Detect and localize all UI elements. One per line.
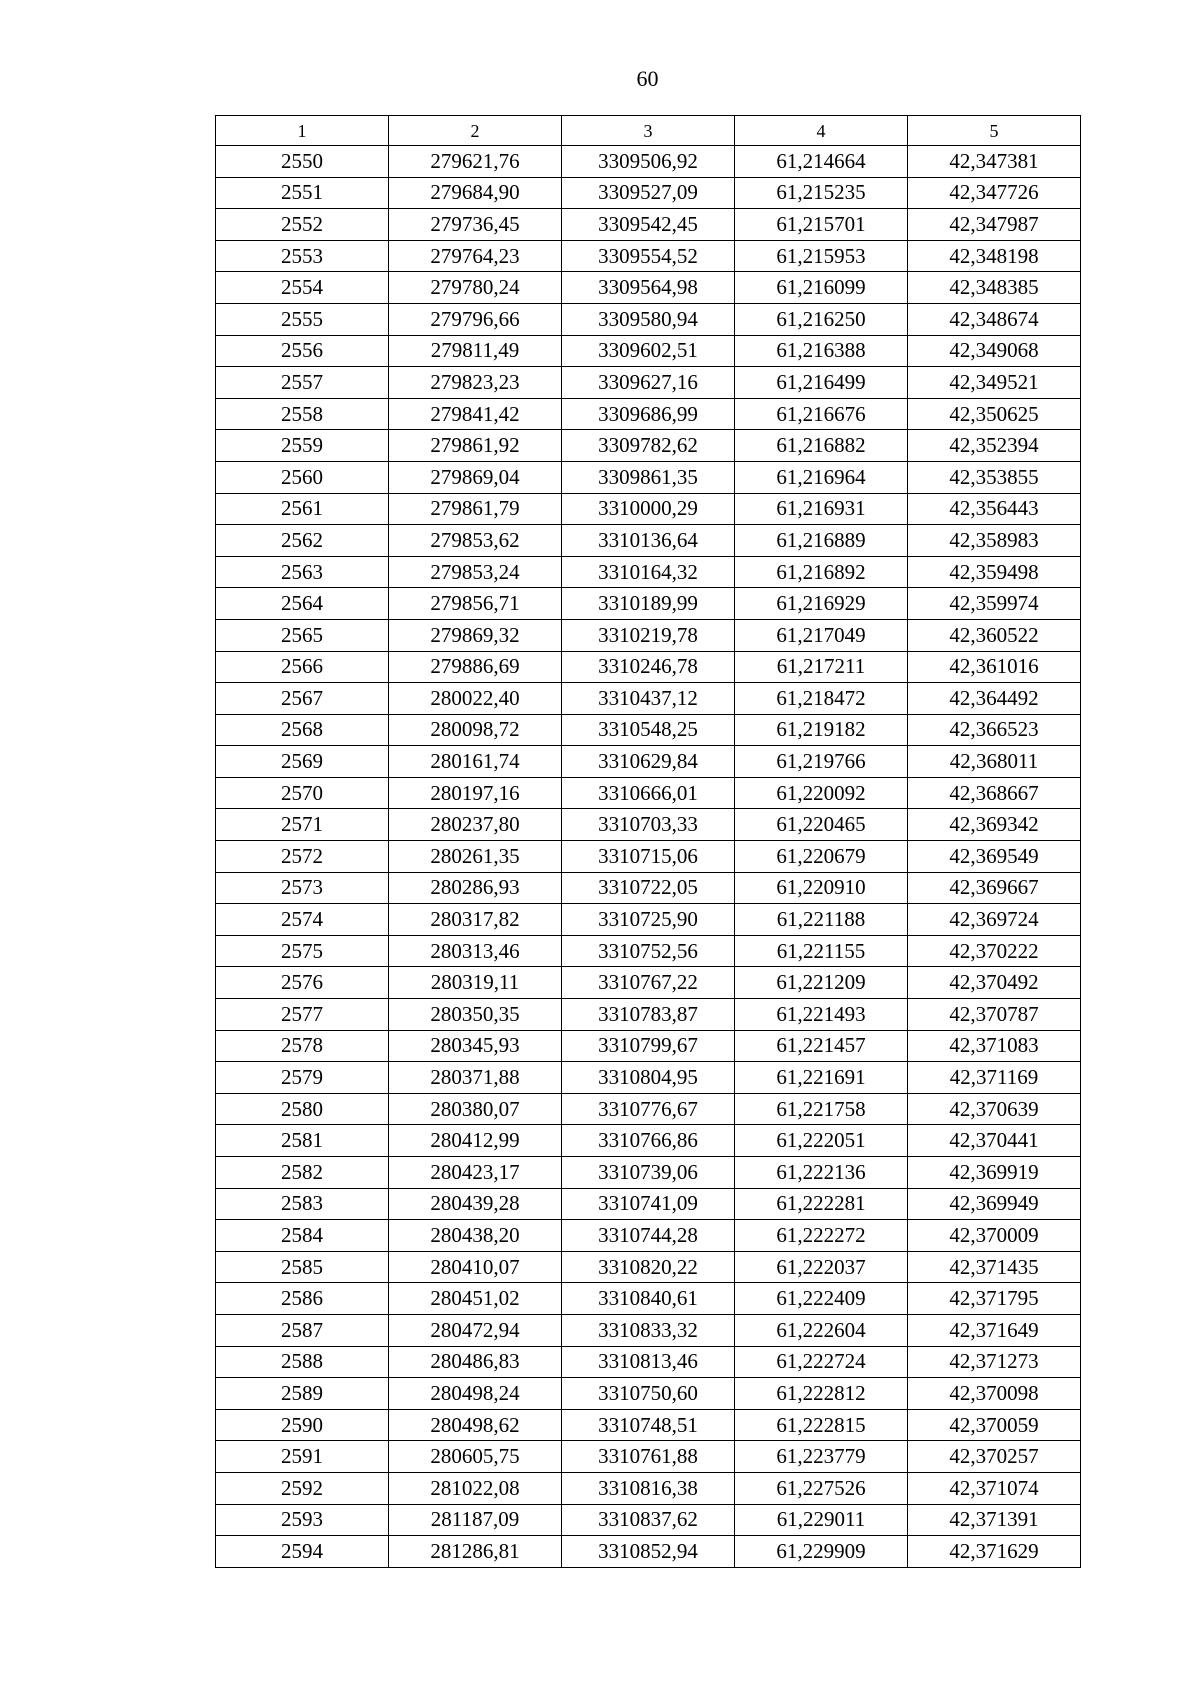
point-number-cell: 2567 <box>216 683 389 715</box>
longitude-cell: 42,371074 <box>908 1472 1081 1504</box>
coord-x-cell: 279736,45 <box>389 209 562 241</box>
longitude-cell: 42,369949 <box>908 1188 1081 1220</box>
latitude-cell: 61,227526 <box>735 1472 908 1504</box>
table-row <box>216 1125 1081 1157</box>
table-row <box>216 1378 1081 1410</box>
coord-x-cell: 279823,23 <box>389 367 562 399</box>
longitude-cell: 42,352394 <box>908 430 1081 462</box>
coord-y-cell: 3310722,05 <box>562 872 735 904</box>
coord-x-cell: 281286,81 <box>389 1536 562 1568</box>
point-number-cell: 2575 <box>216 935 389 967</box>
coord-x-cell: 279780,24 <box>389 272 562 304</box>
longitude-cell: 42,347987 <box>908 209 1081 241</box>
latitude-cell: 61,229011 <box>735 1504 908 1536</box>
latitude-cell: 61,216892 <box>735 556 908 588</box>
coord-x-cell: 279856,71 <box>389 588 562 620</box>
coord-y-cell: 3310748,51 <box>562 1409 735 1441</box>
table-row <box>216 272 1081 304</box>
coord-y-cell: 3310741,09 <box>562 1188 735 1220</box>
latitude-cell: 61,216929 <box>735 588 908 620</box>
coord-x-cell: 279861,79 <box>389 493 562 525</box>
coord-y-cell: 3309861,35 <box>562 461 735 493</box>
latitude-cell: 61,222812 <box>735 1378 908 1410</box>
latitude-cell: 61,218472 <box>735 683 908 715</box>
coord-y-cell: 3310750,60 <box>562 1378 735 1410</box>
point-number-cell: 2568 <box>216 714 389 746</box>
coord-y-cell: 3310703,33 <box>562 809 735 841</box>
longitude-cell: 42,366523 <box>908 714 1081 746</box>
point-number-cell: 2578 <box>216 1030 389 1062</box>
coord-y-cell: 3309554,52 <box>562 240 735 272</box>
coordinates-table <box>215 115 1081 1568</box>
coord-x-cell: 279853,24 <box>389 556 562 588</box>
longitude-cell: 42,361016 <box>908 651 1081 683</box>
table-row <box>216 1093 1081 1125</box>
coord-y-cell: 3310136,64 <box>562 525 735 557</box>
latitude-cell: 61,215701 <box>735 209 908 241</box>
latitude-cell: 61,221209 <box>735 967 908 999</box>
longitude-cell: 42,371273 <box>908 1346 1081 1378</box>
latitude-cell: 61,221493 <box>735 999 908 1031</box>
latitude-cell: 61,220092 <box>735 777 908 809</box>
table-row <box>216 1220 1081 1252</box>
coord-y-cell: 3309686,99 <box>562 398 735 430</box>
coord-y-cell: 3310739,06 <box>562 1157 735 1189</box>
table-row <box>216 841 1081 873</box>
coord-y-cell: 3309580,94 <box>562 303 735 335</box>
coord-y-cell: 3310833,32 <box>562 1314 735 1346</box>
table-row <box>216 493 1081 525</box>
point-number-cell: 2587 <box>216 1314 389 1346</box>
point-number-cell: 2561 <box>216 493 389 525</box>
longitude-cell: 42,358983 <box>908 525 1081 557</box>
coord-y-cell: 3310767,22 <box>562 967 735 999</box>
coord-x-cell: 279764,23 <box>389 240 562 272</box>
table-row <box>216 904 1081 936</box>
latitude-cell: 61,214664 <box>735 146 908 178</box>
longitude-cell: 42,371083 <box>908 1030 1081 1062</box>
coord-x-cell: 280237,80 <box>389 809 562 841</box>
point-number-cell: 2582 <box>216 1157 389 1189</box>
table-row <box>216 935 1081 967</box>
coord-x-cell: 280286,93 <box>389 872 562 904</box>
coord-x-cell: 280371,88 <box>389 1062 562 1094</box>
coord-y-cell: 3310752,56 <box>562 935 735 967</box>
coord-y-cell: 3310666,01 <box>562 777 735 809</box>
coord-x-cell: 280022,40 <box>389 683 562 715</box>
coord-x-cell: 279869,04 <box>389 461 562 493</box>
latitude-cell: 61,216889 <box>735 525 908 557</box>
coord-y-cell: 3310219,78 <box>562 619 735 651</box>
point-number-cell: 2558 <box>216 398 389 430</box>
longitude-cell: 42,370059 <box>908 1409 1081 1441</box>
coord-x-cell: 280438,20 <box>389 1220 562 1252</box>
latitude-cell: 61,220910 <box>735 872 908 904</box>
table-row <box>216 588 1081 620</box>
point-number-cell: 2594 <box>216 1536 389 1568</box>
latitude-cell: 61,222281 <box>735 1188 908 1220</box>
table-row <box>216 1157 1081 1189</box>
table-body <box>216 146 1081 1568</box>
point-number-cell: 2565 <box>216 619 389 651</box>
longitude-cell: 42,369667 <box>908 872 1081 904</box>
point-number-cell: 2560 <box>216 461 389 493</box>
latitude-cell: 61,220465 <box>735 809 908 841</box>
latitude-cell: 61,221758 <box>735 1093 908 1125</box>
coord-x-cell: 280486,83 <box>389 1346 562 1378</box>
table-row <box>216 619 1081 651</box>
coord-x-cell: 279796,66 <box>389 303 562 335</box>
longitude-cell: 42,364492 <box>908 683 1081 715</box>
latitude-cell: 61,221155 <box>735 935 908 967</box>
coord-x-cell: 280345,93 <box>389 1030 562 1062</box>
point-number-cell: 2584 <box>216 1220 389 1252</box>
latitude-cell: 61,222604 <box>735 1314 908 1346</box>
point-number-cell: 2556 <box>216 335 389 367</box>
longitude-cell: 42,369549 <box>908 841 1081 873</box>
point-number-cell: 2576 <box>216 967 389 999</box>
latitude-cell: 61,216931 <box>735 493 908 525</box>
latitude-cell: 61,216388 <box>735 335 908 367</box>
coord-x-cell: 280319,11 <box>389 967 562 999</box>
longitude-cell: 42,369724 <box>908 904 1081 936</box>
coord-x-cell: 280313,46 <box>389 935 562 967</box>
latitude-cell: 61,217211 <box>735 651 908 683</box>
longitude-cell: 42,371629 <box>908 1536 1081 1568</box>
point-number-cell: 2573 <box>216 872 389 904</box>
latitude-cell: 61,220679 <box>735 841 908 873</box>
latitude-cell: 61,221457 <box>735 1030 908 1062</box>
point-number-cell: 2553 <box>216 240 389 272</box>
longitude-cell: 42,370492 <box>908 967 1081 999</box>
longitude-cell: 42,353855 <box>908 461 1081 493</box>
longitude-cell: 42,359498 <box>908 556 1081 588</box>
longitude-cell: 42,349521 <box>908 367 1081 399</box>
point-number-cell: 2577 <box>216 999 389 1031</box>
coord-x-cell: 280380,07 <box>389 1093 562 1125</box>
point-number-cell: 2586 <box>216 1283 389 1315</box>
latitude-cell: 61,216676 <box>735 398 908 430</box>
table-row <box>216 1472 1081 1504</box>
coord-y-cell: 3309542,45 <box>562 209 735 241</box>
point-number-cell: 2571 <box>216 809 389 841</box>
coord-x-cell: 279841,42 <box>389 398 562 430</box>
latitude-cell: 61,222037 <box>735 1251 908 1283</box>
point-number-cell: 2583 <box>216 1188 389 1220</box>
point-number-cell: 2551 <box>216 177 389 209</box>
coord-x-cell: 279861,92 <box>389 430 562 462</box>
point-number-cell: 2550 <box>216 146 389 178</box>
table-row <box>216 1188 1081 1220</box>
table-row <box>216 1283 1081 1315</box>
longitude-cell: 42,370009 <box>908 1220 1081 1252</box>
point-number-cell: 2581 <box>216 1125 389 1157</box>
table-row <box>216 651 1081 683</box>
coord-x-cell: 281022,08 <box>389 1472 562 1504</box>
coord-y-cell: 3310164,32 <box>562 556 735 588</box>
latitude-cell: 61,221188 <box>735 904 908 936</box>
coord-x-cell: 279684,90 <box>389 177 562 209</box>
coord-x-cell: 280439,28 <box>389 1188 562 1220</box>
longitude-cell: 42,370787 <box>908 999 1081 1031</box>
longitude-cell: 42,371649 <box>908 1314 1081 1346</box>
longitude-cell: 42,368667 <box>908 777 1081 809</box>
latitude-cell: 61,216250 <box>735 303 908 335</box>
table-row <box>216 430 1081 462</box>
coord-x-cell: 280161,74 <box>389 746 562 778</box>
latitude-cell: 61,216964 <box>735 461 908 493</box>
latitude-cell: 61,217049 <box>735 619 908 651</box>
table-row <box>216 777 1081 809</box>
column-header-1: 1 <box>216 116 389 146</box>
coord-y-cell: 3309506,92 <box>562 146 735 178</box>
point-number-cell: 2593 <box>216 1504 389 1536</box>
point-number-cell: 2589 <box>216 1378 389 1410</box>
table-row <box>216 556 1081 588</box>
coord-y-cell: 3310852,94 <box>562 1536 735 1568</box>
point-number-cell: 2590 <box>216 1409 389 1441</box>
point-number-cell: 2569 <box>216 746 389 778</box>
point-number-cell: 2559 <box>216 430 389 462</box>
latitude-cell: 61,215235 <box>735 177 908 209</box>
coord-y-cell: 3310799,67 <box>562 1030 735 1062</box>
coord-y-cell: 3310816,38 <box>562 1472 735 1504</box>
coord-y-cell: 3310761,88 <box>562 1441 735 1473</box>
table-row <box>216 461 1081 493</box>
longitude-cell: 42,356443 <box>908 493 1081 525</box>
longitude-cell: 42,359974 <box>908 588 1081 620</box>
table-row <box>216 1346 1081 1378</box>
longitude-cell: 42,371795 <box>908 1283 1081 1315</box>
point-number-cell: 2562 <box>216 525 389 557</box>
latitude-cell: 61,222724 <box>735 1346 908 1378</box>
coord-y-cell: 3310783,87 <box>562 999 735 1031</box>
latitude-cell: 61,219766 <box>735 746 908 778</box>
point-number-cell: 2564 <box>216 588 389 620</box>
coord-y-cell: 3310548,25 <box>562 714 735 746</box>
point-number-cell: 2580 <box>216 1093 389 1125</box>
point-number-cell: 2555 <box>216 303 389 335</box>
latitude-cell: 61,216882 <box>735 430 908 462</box>
latitude-cell: 61,223779 <box>735 1441 908 1473</box>
point-number-cell: 2591 <box>216 1441 389 1473</box>
table-row <box>216 1504 1081 1536</box>
coord-x-cell: 280451,02 <box>389 1283 562 1315</box>
table-row <box>216 809 1081 841</box>
table-row <box>216 872 1081 904</box>
coord-x-cell: 280605,75 <box>389 1441 562 1473</box>
coord-x-cell: 279853,62 <box>389 525 562 557</box>
table-row <box>216 240 1081 272</box>
coord-y-cell: 3310437,12 <box>562 683 735 715</box>
latitude-cell: 61,222409 <box>735 1283 908 1315</box>
coord-y-cell: 3309527,09 <box>562 177 735 209</box>
coord-x-cell: 280498,24 <box>389 1378 562 1410</box>
column-header-4: 4 <box>735 116 908 146</box>
table-row <box>216 683 1081 715</box>
coord-y-cell: 3310820,22 <box>562 1251 735 1283</box>
coord-x-cell: 280498,62 <box>389 1409 562 1441</box>
coord-x-cell: 280410,07 <box>389 1251 562 1283</box>
longitude-cell: 42,348198 <box>908 240 1081 272</box>
coord-x-cell: 280197,16 <box>389 777 562 809</box>
point-number-cell: 2557 <box>216 367 389 399</box>
longitude-cell: 42,371169 <box>908 1062 1081 1094</box>
table-row <box>216 146 1081 178</box>
longitude-cell: 42,370222 <box>908 935 1081 967</box>
coord-x-cell: 280412,99 <box>389 1125 562 1157</box>
longitude-cell: 42,350625 <box>908 398 1081 430</box>
table-row <box>216 1314 1081 1346</box>
latitude-cell: 61,216099 <box>735 272 908 304</box>
longitude-cell: 42,369342 <box>908 809 1081 841</box>
coord-y-cell: 3309782,62 <box>562 430 735 462</box>
longitude-cell: 42,370098 <box>908 1378 1081 1410</box>
table-row <box>216 967 1081 999</box>
longitude-cell: 42,371391 <box>908 1504 1081 1536</box>
coord-y-cell: 3310766,86 <box>562 1125 735 1157</box>
coord-y-cell: 3310776,67 <box>562 1093 735 1125</box>
coord-x-cell: 280317,82 <box>389 904 562 936</box>
column-header-5: 5 <box>908 116 1081 146</box>
longitude-cell: 42,368011 <box>908 746 1081 778</box>
coord-y-cell: 3309564,98 <box>562 272 735 304</box>
longitude-cell: 42,370639 <box>908 1093 1081 1125</box>
table-row <box>216 209 1081 241</box>
longitude-cell: 42,370441 <box>908 1125 1081 1157</box>
coord-x-cell: 279621,76 <box>389 146 562 178</box>
point-number-cell: 2579 <box>216 1062 389 1094</box>
table-row <box>216 999 1081 1031</box>
coord-y-cell: 3310715,06 <box>562 841 735 873</box>
table-row <box>216 335 1081 367</box>
longitude-cell: 42,348674 <box>908 303 1081 335</box>
longitude-cell: 42,349068 <box>908 335 1081 367</box>
table-row <box>216 1030 1081 1062</box>
table-row <box>216 1251 1081 1283</box>
coord-y-cell: 3310840,61 <box>562 1283 735 1315</box>
longitude-cell: 42,348385 <box>908 272 1081 304</box>
table-row <box>216 1536 1081 1568</box>
coord-x-cell: 280423,17 <box>389 1157 562 1189</box>
coord-x-cell: 281187,09 <box>389 1504 562 1536</box>
latitude-cell: 61,222136 <box>735 1157 908 1189</box>
point-number-cell: 2552 <box>216 209 389 241</box>
latitude-cell: 61,222815 <box>735 1409 908 1441</box>
column-header-3: 3 <box>562 116 735 146</box>
coord-y-cell: 3310629,84 <box>562 746 735 778</box>
latitude-cell: 61,215953 <box>735 240 908 272</box>
coord-y-cell: 3310813,46 <box>562 1346 735 1378</box>
coord-y-cell: 3309627,16 <box>562 367 735 399</box>
longitude-cell: 42,371435 <box>908 1251 1081 1283</box>
point-number-cell: 2563 <box>216 556 389 588</box>
coord-y-cell: 3310837,62 <box>562 1504 735 1536</box>
point-number-cell: 2588 <box>216 1346 389 1378</box>
coord-y-cell: 3310189,99 <box>562 588 735 620</box>
table-row <box>216 1062 1081 1094</box>
latitude-cell: 61,222051 <box>735 1125 908 1157</box>
point-number-cell: 2592 <box>216 1472 389 1504</box>
longitude-cell: 42,369919 <box>908 1157 1081 1189</box>
point-number-cell: 2574 <box>216 904 389 936</box>
table-header-row <box>216 116 1081 146</box>
latitude-cell: 61,222272 <box>735 1220 908 1252</box>
coord-y-cell: 3310000,29 <box>562 493 735 525</box>
table-row <box>216 525 1081 557</box>
coord-y-cell: 3310725,90 <box>562 904 735 936</box>
point-number-cell: 2566 <box>216 651 389 683</box>
table-row <box>216 177 1081 209</box>
latitude-cell: 61,216499 <box>735 367 908 399</box>
table-row <box>216 1441 1081 1473</box>
point-number-cell: 2570 <box>216 777 389 809</box>
longitude-cell: 42,347726 <box>908 177 1081 209</box>
coord-x-cell: 279869,32 <box>389 619 562 651</box>
table-row <box>216 746 1081 778</box>
coord-y-cell: 3310246,78 <box>562 651 735 683</box>
longitude-cell: 42,370257 <box>908 1441 1081 1473</box>
table-row <box>216 367 1081 399</box>
coord-x-cell: 280472,94 <box>389 1314 562 1346</box>
coord-x-cell: 280261,35 <box>389 841 562 873</box>
coord-x-cell: 280350,35 <box>389 999 562 1031</box>
point-number-cell: 2554 <box>216 272 389 304</box>
coord-x-cell: 279811,49 <box>389 335 562 367</box>
longitude-cell: 42,360522 <box>908 619 1081 651</box>
table-row <box>216 303 1081 335</box>
point-number-cell: 2585 <box>216 1251 389 1283</box>
table-row <box>216 398 1081 430</box>
latitude-cell: 61,219182 <box>735 714 908 746</box>
point-number-cell: 2572 <box>216 841 389 873</box>
table-row <box>216 1409 1081 1441</box>
page-number: 60 <box>636 66 659 91</box>
coord-x-cell: 280098,72 <box>389 714 562 746</box>
table-row <box>216 714 1081 746</box>
latitude-cell: 61,229909 <box>735 1536 908 1568</box>
coord-x-cell: 279886,69 <box>389 651 562 683</box>
coord-y-cell: 3309602,51 <box>562 335 735 367</box>
latitude-cell: 61,221691 <box>735 1062 908 1094</box>
coord-y-cell: 3310804,95 <box>562 1062 735 1094</box>
column-header-2: 2 <box>389 116 562 146</box>
longitude-cell: 42,347381 <box>908 146 1081 178</box>
coord-y-cell: 3310744,28 <box>562 1220 735 1252</box>
